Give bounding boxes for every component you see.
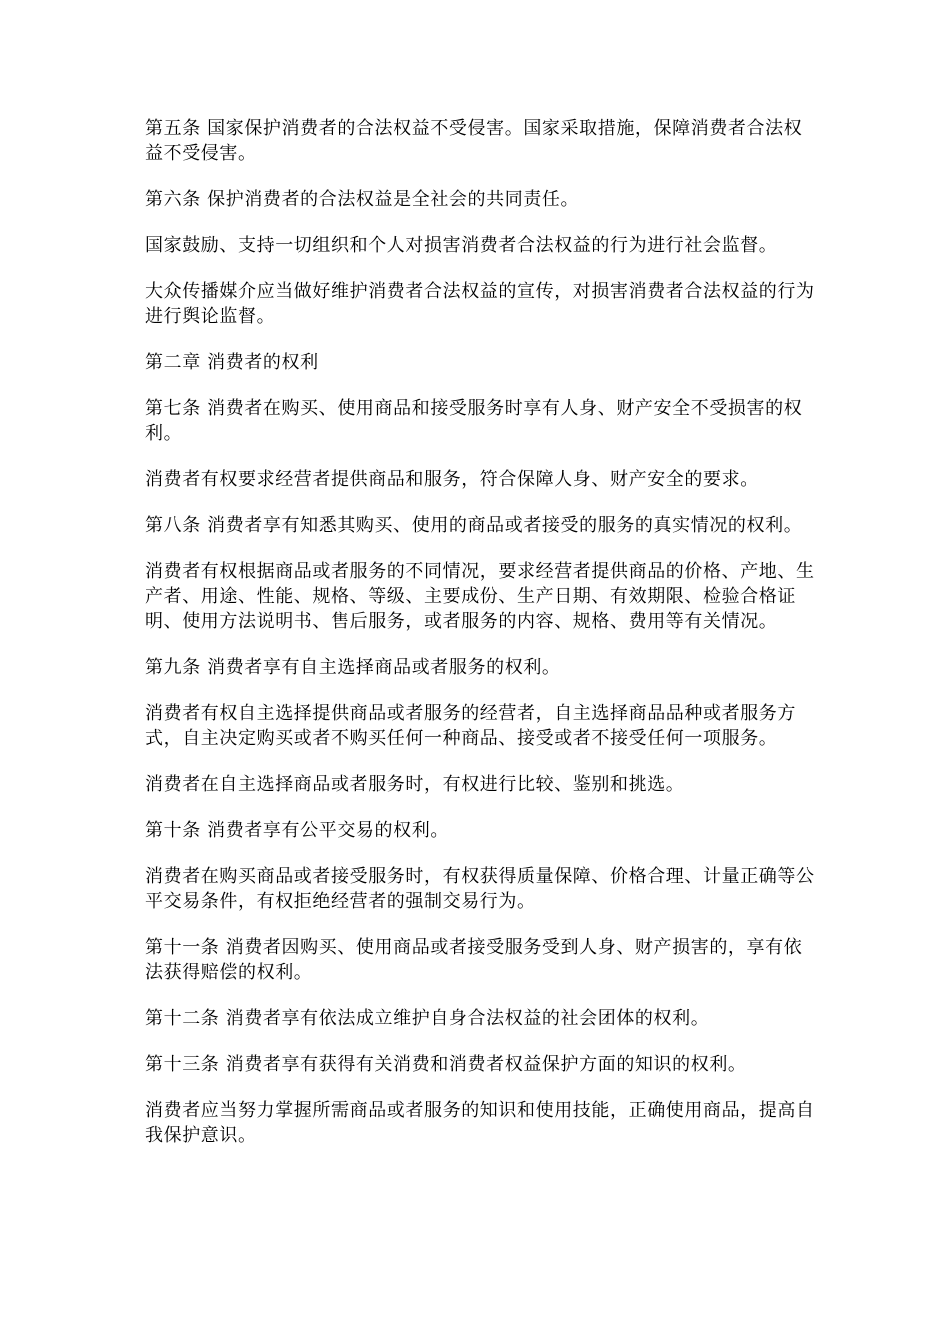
- paragraph-article-5: 第五条 国家保护消费者的合法权益不受侵害。国家采取措施，保障消费者合法权益不受侵害。: [145, 118, 803, 164]
- paragraph-article-6-clause-3: 大众传播媒介应当做好维护消费者合法权益的宣传，对损害消费者合法权益的行为进行舆论监督。: [145, 281, 815, 327]
- paragraph-article-13-clause-2: 消费者应当努力掌握所需商品或者服务的知识和使用技能，正确使用商品，提高自我保护意识。: [145, 1100, 815, 1146]
- paragraph-article-7-clause-2: 消费者有权要求经营者提供商品和服务，符合保障人身、财产安全的要求。: [145, 469, 759, 490]
- document-body: [145, 116, 820, 1169]
- paragraph-article-8-clause-2: 消费者有权根据商品或者服务的不同情况，要求经营者提供商品的价格、产地、生产者、用途、性能、规格、等级、主要成份、生产日期、有效期限、检验合格证明、使用方法说明书、售后服务，或者服务的内容、规格、费用等有关情况。: [145, 561, 815, 632]
- chapter-heading: 第二章 消费者的权利: [145, 352, 319, 373]
- paragraph-article-11: 第十一条 消费者因购买、使用商品或者接受服务受到人身、财产损害的，享有依法获得赔偿的权利。: [145, 937, 803, 983]
- paragraph-article-10-clause-2: 消费者在购买商品或者接受服务时，有权获得质量保障、价格合理、计量正确等公平交易条件，有权拒绝经营者的强制交易行为。: [145, 866, 815, 912]
- paragraph-article-7: 第七条 消费者在购买、使用商品和接受服务时享有人身、财产安全不受损害的权利。: [145, 398, 803, 444]
- paragraph-article-13: 第十三条 消费者享有获得有关消费和消费者权益保护方面的知识的权利。: [145, 1054, 747, 1075]
- paragraph-article-8: 第八条 消费者享有知悉其购买、使用的商品或者接受的服务的真实情况的权利。: [145, 515, 803, 536]
- paragraph-article-12: 第十二条 消费者享有依法成立维护自身合法权益的社会团体的权利。: [145, 1008, 710, 1029]
- paragraph-article-10: 第十条 消费者享有公平交易的权利。: [145, 820, 449, 841]
- paragraph-article-6: 第六条 保护消费者的合法权益是全社会的共同责任。: [145, 189, 580, 210]
- paragraph-article-9: 第九条 消费者享有自主选择商品或者服务的权利。: [145, 657, 561, 678]
- paragraph-article-9-clause-3: 消费者在自主选择商品或者服务时，有权进行比较、鉴别和挑选。: [145, 774, 685, 795]
- paragraph-article-6-clause-2: 国家鼓励、支持一切组织和个人对损害消费者合法权益的行为进行社会监督。: [145, 235, 778, 256]
- paragraph-article-9-clause-2: 消费者有权自主选择提供商品或者服务的经营者，自主选择商品品种或者服务方式，自主决定购买或者不购买任何一种商品、接受或者不接受任何一项服务。: [145, 703, 796, 749]
